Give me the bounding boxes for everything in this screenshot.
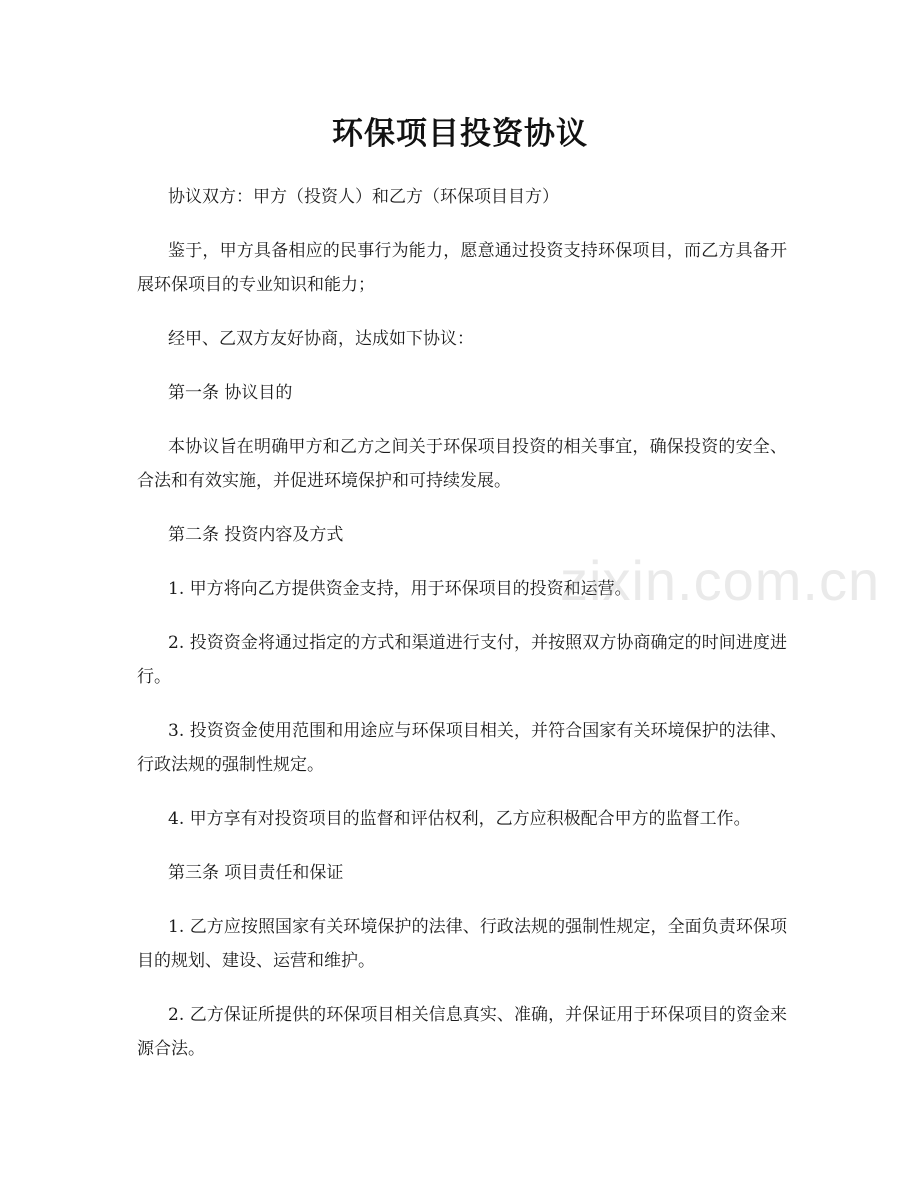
article-3-item-1: 1. 乙方应按照国家有关环境保护的法律、行政法规的强制性规定，全面负责环保项目的规划、建设、运营和维护。 xyxy=(137,917,787,971)
article-1-body: 本协议旨在明确甲方和乙方之间关于环保项目投资的相关事宜，确保投资的安全、合法和有效实施，并促进环境保护和可持续发展。 xyxy=(137,437,787,491)
watermark: zixin.com.cn xyxy=(560,549,881,612)
paragraph-parties: 协议双方：甲方（投资人）和乙方（环保项目目方） xyxy=(168,187,559,207)
document-body xyxy=(137,180,787,1086)
article-2-item-3: 3. 投资资金使用范围和用途应与环保项目相关，并符合国家有关环境保护的法律、行政法规的强制性规定。 xyxy=(137,721,787,775)
article-2-item-1: 1. 甲方将向乙方提供资金支持，用于环保项目的投资和运营。 xyxy=(168,579,632,599)
article-1-heading: 第一条 协议目的 xyxy=(168,383,293,403)
article-3-heading: 第三条 项目责任和保证 xyxy=(168,863,344,883)
article-2-heading: 第二条 投资内容及方式 xyxy=(168,525,344,545)
paragraph-agreement: 经甲、乙双方友好协商，达成如下协议： xyxy=(168,329,474,349)
paragraph-whereas: 鉴于，甲方具备相应的民事行为能力，愿意通过投资支持环保项目，而乙方具备开展环保项目的专业知识和能力； xyxy=(137,241,787,295)
document-title: 环保项目投资协议 xyxy=(332,116,588,152)
article-2-item-2: 2. 投资资金将通过指定的方式和渠道进行支付，并按照双方协商确定的时间进度进行。 xyxy=(137,633,787,687)
article-2-item-4: 4. 甲方享有对投资项目的监督和评估权利，乙方应积极配合甲方的监督工作。 xyxy=(168,809,751,829)
article-3-item-2: 2. 乙方保证所提供的环保项目相关信息真实、准确，并保证用于环保项目的资金来源合法。 xyxy=(137,1005,787,1059)
